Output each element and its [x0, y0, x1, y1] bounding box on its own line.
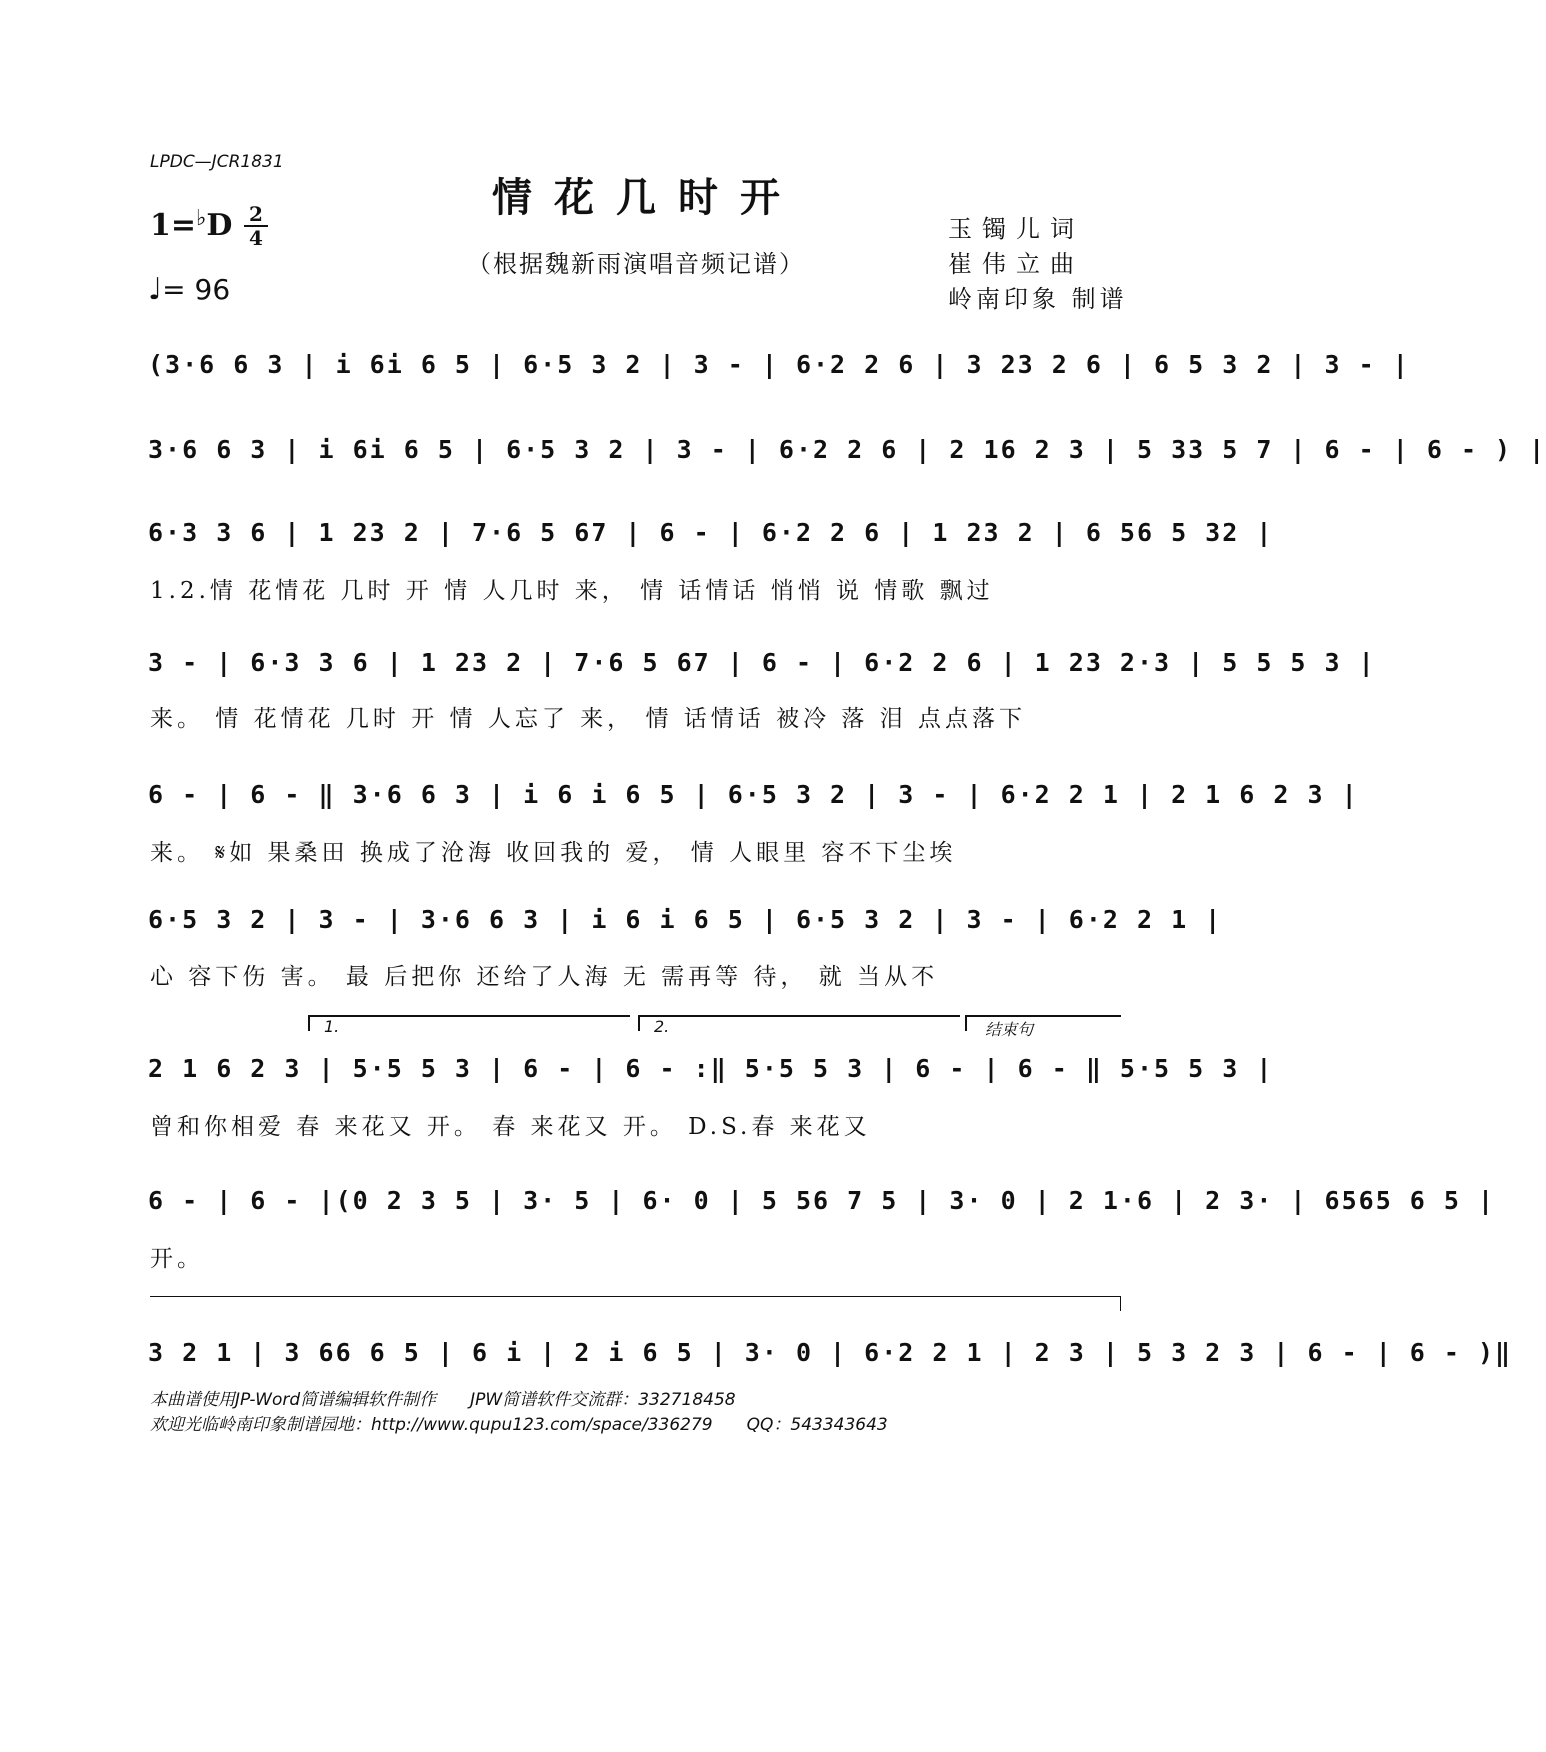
score-line: (3·6 6 3 | i 6i 6 5 | 6·5 3 2 | 3 - | 6·2 2 6 | 3 23 2 6 | 6 5 3 2 | 3 - |: [148, 350, 1410, 379]
key-note: D: [206, 208, 233, 243]
time-signature: [244, 204, 268, 248]
time-signature-bottom: 4: [249, 226, 263, 250]
score-line: 6·3 3 6 | 1 23 2 | 7·6 5 67 | 6 - | 6·2 2 6 | 1 23 2 | 6 56 5 32 |: [148, 518, 1274, 547]
lyricist-credit: 玉镯儿词: [948, 215, 1084, 243]
score-line: 3 - | 6·3 3 6 | 1 23 2 | 7·6 5 67 | 6 - | 6·2 2 6 | 1 23 2·3 | 5 5 5 3 |: [148, 648, 1376, 677]
key-prefix: 1=: [150, 208, 197, 243]
score-code: LPDC—JCR1831: [150, 152, 284, 172]
score-line: 3 2 1 | 3 66 6 5 | 6 i | 2 i 6 5 | 3· 0 | 6·2 2 1 | 2 3 | 5 3 2 3 | 6 - | 6 - )‖: [148, 1338, 1513, 1367]
score-line: 6 - | 6 - |(0 2 3 5 | 3· 5 | 6· 0 | 5 56 7 5 | 3· 0 | 2 1·6 | 2 3· | 6565 6 5 |: [148, 1186, 1496, 1215]
lyric-line: 1.2.情 花情花 几时 开 情 人几时 来， 情 话情话 悄悄 说 情歌 飘过: [150, 578, 994, 604]
volta-second: 2.: [638, 1015, 960, 1031]
footer-website-line: 欢迎光临岭南印象制谱园地：http://www.qupu123.com/space/336279 QQ：543343643: [150, 1415, 888, 1435]
song-subtitle: （根据魏新雨演唱音频记谱）: [467, 250, 805, 278]
lyric-line: 开。: [150, 1246, 204, 1272]
coda-bracket: [150, 1296, 1121, 1311]
footer-credit-line: 本曲谱使用JP-Word简谱编辑软件制作 JPW简谱软件交流群：332718458: [150, 1390, 736, 1410]
lyric-line: 曾和你相爱 春 来花又 开。 春 来花又 开。 D.S.春 来花又: [150, 1114, 871, 1140]
lyric-line: 心 容下伤 害。 最 后把你 还给了人海 无 需再等 待， 就 当从不: [150, 964, 939, 990]
engraver-credit: 岭南印象 制谱: [948, 285, 1128, 313]
volta-first: 1.: [308, 1015, 630, 1031]
tempo-value: = 96: [162, 273, 231, 306]
score-line: 2 1 6 2 3 | 5·5 5 3 | 6 - | 6 - :‖ 5·5 5 3 | 6 - | 6 - ‖ 5·5 5 3 |: [148, 1054, 1274, 1083]
tempo-marking: [148, 272, 230, 307]
quarter-note-icon: ♩: [148, 272, 163, 307]
lyric-line: 来。 𝄋如 果桑田 换成了沧海 收回我的 爱， 情 人眼里 容不下尘埃: [150, 840, 957, 866]
time-signature-top: 2: [249, 202, 263, 226]
score-line: 3·6 6 3 | i 6i 6 5 | 6·5 3 2 | 3 - | 6·2 2 6 | 2 16 2 3 | 5 33 5 7 | 6 - | 6 - ) |: [148, 435, 1546, 464]
lyric-line: 来。 情 花情花 几时 开 情 人忘了 来， 情 话情话 被冷 落 泪 点点落下: [150, 706, 1027, 732]
key-signature: [150, 206, 232, 243]
flat-icon: ♭: [196, 206, 207, 231]
song-title: 情花几时开: [492, 174, 802, 221]
volta-ending: 结束句: [965, 1015, 1121, 1031]
score-line: 6·5 3 2 | 3 - | 3·6 6 3 | i 6 i 6 5 | 6·5 3 2 | 3 - | 6·2 2 1 |: [148, 905, 1223, 934]
score-line: 6 - | 6 - ‖ 3·6 6 3 | i 6 i 6 5 | 6·5 3 2 | 3 - | 6·2 2 1 | 2 1 6 2 3 |: [148, 780, 1359, 809]
composer-credit: 崔伟立曲: [948, 250, 1084, 278]
